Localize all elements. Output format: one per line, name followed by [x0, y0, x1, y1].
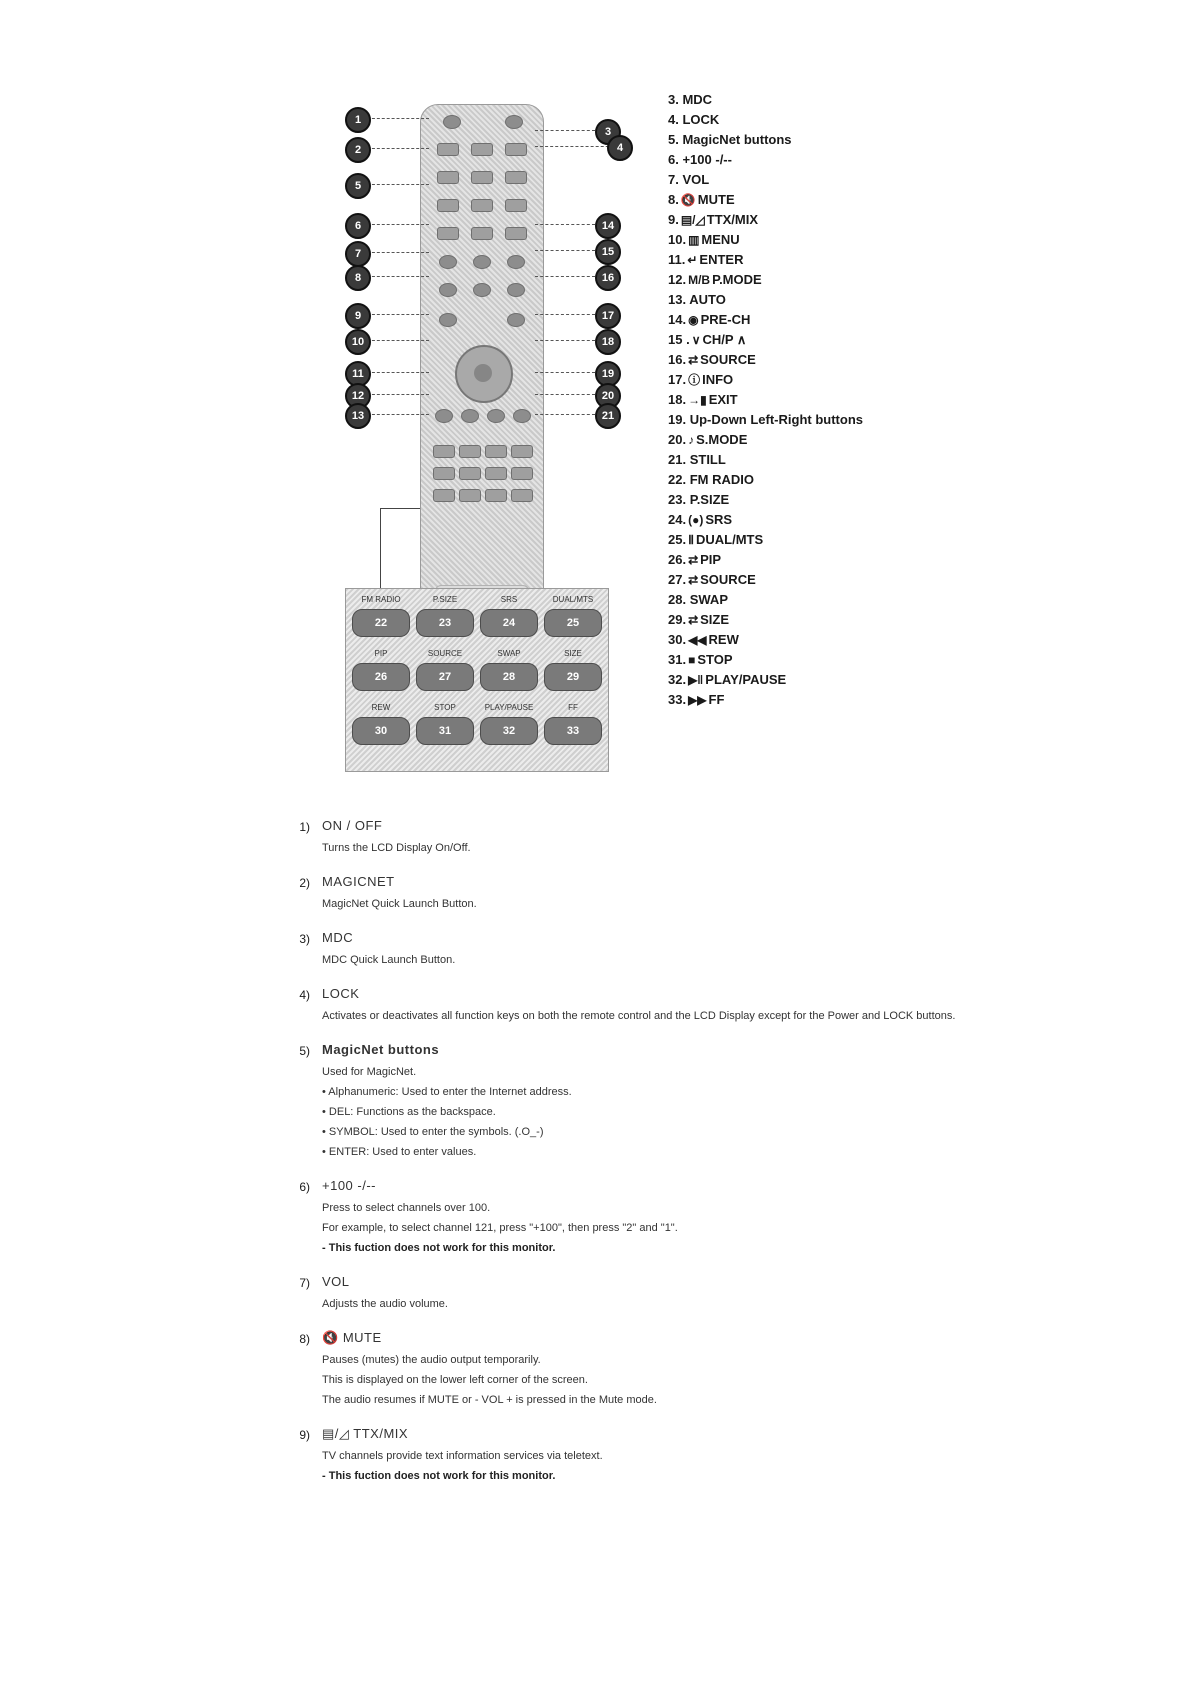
section-body — [322, 838, 1156, 858]
inset-label: PIP — [374, 649, 388, 658]
section-title-text: MUTE — [342, 1330, 382, 1345]
legend-label: STOP — [697, 652, 733, 667]
callout-14: 14 — [595, 213, 621, 239]
section-title: VOL — [322, 1274, 350, 1289]
legend-label: FF — [708, 692, 725, 707]
legend-item — [668, 630, 1168, 650]
inset-key-32: 32 — [480, 717, 538, 745]
legend-label: P.SIZE — [689, 492, 730, 507]
legend-number: 22. — [668, 472, 687, 487]
inset-key-23: 23 — [416, 609, 474, 637]
legend-number: 15 . — [668, 332, 690, 347]
section-body — [322, 1350, 1156, 1410]
legend-label: VOL — [682, 172, 710, 187]
legend-label: ENTER — [699, 252, 744, 267]
body-line: The audio resumes if MUTE or - VOL + is pressed in the Mute mode. — [322, 1394, 657, 1406]
callout-5: 5 — [345, 173, 371, 199]
legend-label: P.MODE — [712, 272, 762, 287]
legend-number: 27. — [668, 572, 687, 587]
body-line: • SYMBOL: Used to enter the symbols. (.O_-) — [322, 1126, 544, 1138]
unsupported-warning: - This fuction does not work for this monitor. — [322, 1242, 556, 1254]
legend-icon: ⇄ — [688, 613, 699, 627]
callout-21: 21 — [595, 403, 621, 429]
legend-item — [668, 690, 1168, 710]
remote-button-graphic — [511, 467, 533, 480]
callout-13: 13 — [345, 403, 371, 429]
legend-icon: ▶▶ — [688, 693, 707, 707]
section-number: 5) — [299, 1044, 310, 1058]
power-button-graphic — [443, 115, 461, 129]
legend-label: AUTO — [689, 292, 726, 307]
callout-leader — [367, 252, 429, 253]
body-line: MagicNet Quick Launch Button. — [322, 898, 477, 910]
callout-3: 3 — [595, 119, 621, 145]
legend-number: 14. — [668, 312, 687, 327]
remote-control-figure — [345, 88, 635, 770]
legend-icon: ⇄ — [688, 573, 699, 587]
legend-number: 24. — [668, 512, 687, 527]
callout-leader — [535, 394, 595, 395]
legend-label: MagicNet buttons — [682, 132, 792, 147]
legend-number: 4. — [668, 112, 679, 127]
legend-icon: 🔇 — [680, 193, 696, 207]
legend-item — [668, 170, 1168, 190]
remote-button-graphic — [471, 227, 493, 240]
callout-10: 10 — [345, 329, 371, 355]
legend-number: 16. — [668, 352, 687, 367]
callout-leader — [535, 250, 595, 251]
remote-button-graphic — [459, 445, 481, 458]
legend-label: FM RADIO — [689, 472, 754, 487]
direction-pad-graphic — [455, 345, 513, 403]
inset-label: SWAP — [497, 649, 521, 658]
legend-item — [668, 230, 1168, 250]
remote-button-graphic — [433, 467, 455, 480]
callout-leader — [367, 314, 429, 315]
legend-number: 33. — [668, 692, 687, 707]
legend-item — [668, 670, 1168, 690]
callout-18: 18 — [595, 329, 621, 355]
legend-label: INFO — [702, 372, 734, 387]
mute-icon: 🔇 — [322, 1330, 339, 1345]
legend-label: REW — [708, 632, 739, 647]
section-number: 1) — [299, 820, 310, 834]
inset-label: DUAL/MTS — [552, 595, 594, 604]
callout-leader — [367, 372, 429, 373]
legend-number: 29. — [668, 612, 687, 627]
remote-button-graphic — [433, 445, 455, 458]
callout-16: 16 — [595, 265, 621, 291]
callout-leader — [367, 414, 429, 415]
legend-item — [668, 430, 1168, 450]
section-body — [322, 1062, 1156, 1162]
legend-number: 3. — [668, 92, 679, 107]
section-title: MAGICNET — [322, 874, 395, 889]
legend-icon: ▥ — [688, 233, 700, 247]
legend-number: 6. — [668, 152, 679, 167]
inset-key-24: 24 — [480, 609, 538, 637]
legend-item — [668, 530, 1168, 550]
callout-leader — [367, 394, 429, 395]
body-line: Pauses (mutes) the audio output temporarily. — [322, 1354, 541, 1366]
legend-icon: ∨ — [691, 333, 701, 347]
remote-button-graphic — [435, 409, 453, 423]
inset-connector — [380, 508, 420, 509]
inset-key-30: 30 — [352, 717, 410, 745]
legend-number: 7. — [668, 172, 679, 187]
legend-number: 20. — [668, 432, 687, 447]
section-body — [322, 950, 1156, 970]
section-title: MagicNet buttons — [322, 1042, 440, 1057]
section-lock — [286, 986, 1156, 1026]
legend-item — [668, 350, 1168, 370]
section-title — [322, 1426, 408, 1442]
legend-label: PLAY/PAUSE — [705, 672, 787, 687]
legend-item — [668, 110, 1168, 130]
body-line: Adjusts the audio volume. — [322, 1298, 448, 1310]
section-number: 6) — [299, 1180, 310, 1194]
body-line: TV channels provide text information services via teletext. — [322, 1450, 603, 1462]
legend-label: SRS — [705, 512, 733, 527]
section-number: 9) — [299, 1428, 310, 1442]
remote-button-graphic — [471, 199, 493, 212]
button-legend-list — [668, 90, 1168, 710]
legend-number: 21. — [668, 452, 687, 467]
section-title — [322, 1330, 382, 1346]
legend-item — [668, 150, 1168, 170]
body-line: MDC Quick Launch Button. — [322, 954, 456, 966]
legend-label: SIZE — [700, 612, 730, 627]
legend-item — [668, 290, 1168, 310]
remote-button-graphic — [485, 489, 507, 502]
legend-item — [668, 450, 1168, 470]
section-body — [322, 894, 1156, 914]
callout-1: 1 — [345, 107, 371, 133]
inset-key-27: 27 — [416, 663, 474, 691]
legend-label: MUTE — [697, 192, 735, 207]
legend-number: 28. — [668, 592, 687, 607]
legend-item — [668, 250, 1168, 270]
button-detail-inset — [345, 588, 609, 772]
callout-leader — [535, 414, 595, 415]
legend-item — [668, 490, 1168, 510]
callout-leader — [535, 314, 595, 315]
teletext-icon: ▤/◿ — [322, 1426, 350, 1441]
callout-leader — [367, 224, 429, 225]
remote-button-graphic — [507, 283, 525, 297]
legend-label: STILL — [689, 452, 726, 467]
section-title: MDC — [322, 930, 354, 945]
remote-button-graphic — [437, 171, 459, 184]
remote-button-graphic — [505, 143, 527, 156]
legend-item — [668, 130, 1168, 150]
legend-icon: Ⅱ — [688, 533, 694, 547]
callout-leader — [367, 340, 429, 341]
legend-item — [668, 470, 1168, 490]
legend-icon: ⇄ — [688, 353, 699, 367]
callout-6: 6 — [345, 213, 371, 239]
body-line: Activates or deactivates all function keys on both the remote control and the LCD Display except for the Power and LOCK buttons. — [322, 1010, 956, 1022]
legend-item — [668, 310, 1168, 330]
remote-button-graphic — [461, 409, 479, 423]
remote-button-graphic — [471, 171, 493, 184]
body-line: Press to select channels over 100. — [322, 1202, 491, 1214]
section-ttx-mix — [286, 1426, 1156, 1486]
callout-8: 8 — [345, 265, 371, 291]
remote-button-graphic — [473, 255, 491, 269]
inset-key-22: 22 — [352, 609, 410, 637]
callout-19: 19 — [595, 361, 621, 387]
callout-leader — [535, 276, 595, 277]
legend-item — [668, 510, 1168, 530]
remote-button-graphic — [505, 115, 523, 129]
inset-key-29: 29 — [544, 663, 602, 691]
callout-leader — [367, 148, 429, 149]
remote-button-graphic — [487, 409, 505, 423]
legend-icon: (●) — [688, 513, 704, 527]
legend-icon: ■ — [688, 653, 696, 667]
remote-button-graphic — [511, 489, 533, 502]
remote-button-graphic — [505, 171, 527, 184]
remote-button-graphic — [437, 143, 459, 156]
legend-item — [668, 210, 1168, 230]
remote-button-graphic — [505, 199, 527, 212]
inset-key-33: 33 — [544, 717, 602, 745]
remote-button-graphic — [505, 227, 527, 240]
body-line: • Alphanumeric: Used to enter the Internet address. — [322, 1086, 572, 1098]
legend-icon: →▮ — [688, 393, 707, 407]
section-on-off — [286, 818, 1156, 858]
inset-label: FM RADIO — [361, 595, 401, 604]
inset-label: SOURCE — [427, 649, 463, 658]
remote-button-graphic — [507, 313, 525, 327]
section-vol — [286, 1274, 1156, 1314]
callout-11: 11 — [345, 361, 371, 387]
remote-button-graphic — [485, 445, 507, 458]
legend-number: 11. — [668, 252, 686, 267]
legend-icon: ♪ — [688, 433, 695, 447]
legend-label: SOURCE — [700, 572, 756, 587]
legend-icon: ◀◀ — [688, 633, 707, 647]
section-body — [322, 1198, 1156, 1258]
remote-button-graphic — [507, 255, 525, 269]
legend-number: 12. — [668, 272, 687, 287]
callout-7: 7 — [345, 241, 371, 267]
legend-number: 32. — [668, 672, 687, 687]
remote-button-graphic — [485, 467, 507, 480]
legend-item — [668, 270, 1168, 290]
callout-20: 20 — [595, 383, 621, 409]
inset-key-25: 25 — [544, 609, 602, 637]
legend-label: TTX/MIX — [706, 212, 759, 227]
remote-button-graphic — [439, 255, 457, 269]
section-body — [322, 1294, 1156, 1314]
callout-leader — [367, 276, 429, 277]
legend-number: 19. — [668, 412, 687, 427]
legend-label: EXIT — [708, 392, 738, 407]
legend-label: DUAL/MTS — [695, 532, 764, 547]
inset-label: SRS — [500, 595, 518, 604]
legend-number: 31. — [668, 652, 687, 667]
section-number: 2) — [299, 876, 310, 890]
inset-label: PLAY/PAUSE — [484, 703, 534, 712]
button-descriptions — [286, 812, 1156, 1486]
callout-leader — [535, 340, 595, 341]
legend-label: Up-Down Left-Right buttons — [689, 412, 863, 427]
body-line: • DEL: Functions as the backspace. — [322, 1106, 496, 1118]
legend-number: 9. — [668, 212, 679, 227]
legend-item — [668, 590, 1168, 610]
legend-icon: ▤/◿ — [680, 213, 705, 227]
section-number: 7) — [299, 1276, 310, 1290]
callout-leader — [535, 372, 595, 373]
legend-icon: M/B — [688, 273, 711, 287]
legend-item — [668, 90, 1168, 110]
legend-label: PRE-CH — [700, 312, 751, 327]
remote-button-graphic — [437, 199, 459, 212]
section-title: +100 -/-- — [322, 1178, 376, 1193]
remote-button-graphic — [473, 283, 491, 297]
legend-number: 18. — [668, 392, 687, 407]
inset-key-31: 31 — [416, 717, 474, 745]
section-number: 3) — [299, 932, 310, 946]
body-line: This is displayed on the lower left corner of the screen. — [322, 1374, 588, 1386]
remote-button-graphic — [437, 227, 459, 240]
legend-item — [668, 650, 1168, 670]
legend-item — [668, 330, 1168, 350]
remote-button-graphic — [459, 467, 481, 480]
section-plus100 — [286, 1178, 1156, 1258]
inset-label: SIZE — [564, 649, 582, 658]
legend-item — [668, 410, 1168, 430]
legend-number: 13. — [668, 292, 687, 307]
legend-label: SOURCE — [700, 352, 756, 367]
body-line: For example, to select channel 121, press "+100", then press "2" and "1". — [322, 1222, 678, 1234]
remote-button-graphic — [513, 409, 531, 423]
legend-label: MENU — [701, 232, 740, 247]
remote-button-graphic — [439, 283, 457, 297]
legend-number: 17. — [668, 372, 687, 387]
legend-number: 10. — [668, 232, 687, 247]
remote-button-graphic — [439, 313, 457, 327]
remote-button-graphic — [511, 445, 533, 458]
callout-leader — [367, 184, 429, 185]
callout-leader — [367, 118, 429, 119]
legend-icon: ⇄ — [688, 553, 699, 567]
legend-icon: ▶‖ — [688, 673, 704, 687]
legend-number: 30. — [668, 632, 687, 647]
legend-item — [668, 370, 1168, 390]
legend-item — [668, 390, 1168, 410]
body-line: • ENTER: Used to enter values. — [322, 1146, 477, 1158]
inset-label: STOP — [434, 703, 456, 712]
callout-leader — [535, 224, 595, 225]
inset-connector — [380, 508, 381, 588]
legend-label: +100 -/-- — [682, 152, 732, 167]
section-mute — [286, 1330, 1156, 1410]
legend-item — [668, 610, 1168, 630]
legend-icon: ↵ — [687, 253, 698, 267]
callout-9: 9 — [345, 303, 371, 329]
inset-key-28: 28 — [480, 663, 538, 691]
legend-number: 25. — [668, 532, 687, 547]
section-title: LOCK — [322, 986, 360, 1001]
legend-number: 26. — [668, 552, 687, 567]
legend-number: 5. — [668, 132, 679, 147]
callout-leader — [535, 130, 595, 131]
section-mdc — [286, 930, 1156, 970]
inset-key-26: 26 — [352, 663, 410, 691]
legend-icon: ◉ — [688, 313, 699, 327]
callout-12: 12 — [345, 383, 371, 409]
legend-label: S.MODE — [696, 432, 748, 447]
legend-label: LOCK — [682, 112, 720, 127]
inset-label: FF — [568, 703, 578, 712]
section-body — [322, 1446, 1156, 1486]
callout-4: 4 — [607, 135, 633, 161]
section-body — [322, 1006, 962, 1026]
body-line: Used for MagicNet. — [322, 1066, 417, 1078]
legend-label: CH/P ∧ — [702, 332, 747, 347]
remote-button-graphic — [471, 143, 493, 156]
unsupported-warning: - This fuction does not work for this monitor. — [322, 1470, 556, 1482]
remote-button-graphic — [433, 489, 455, 502]
section-magicnet — [286, 874, 1156, 914]
section-title: ON / OFF — [322, 818, 383, 833]
callout-17: 17 — [595, 303, 621, 329]
legend-number: 23. — [668, 492, 687, 507]
section-title-text: TTX/MIX — [353, 1426, 409, 1441]
section-magicnet-buttons — [286, 1042, 1156, 1162]
inset-label: P.SIZE — [432, 595, 458, 604]
section-number: 4) — [299, 988, 310, 1002]
inset-label: REW — [371, 703, 391, 712]
legend-number: 8. — [668, 192, 679, 207]
body-line: Turns the LCD Display On/Off. — [322, 842, 471, 854]
callout-15: 15 — [595, 239, 621, 265]
legend-label: PIP — [700, 552, 722, 567]
legend-icon: ⓘ — [688, 373, 701, 387]
callout-2: 2 — [345, 137, 371, 163]
legend-item — [668, 190, 1168, 210]
legend-label: SWAP — [689, 592, 728, 607]
legend-item — [668, 550, 1168, 570]
legend-label: MDC — [682, 92, 713, 107]
section-number: 8) — [299, 1332, 310, 1346]
legend-item — [668, 570, 1168, 590]
remote-button-graphic — [459, 489, 481, 502]
